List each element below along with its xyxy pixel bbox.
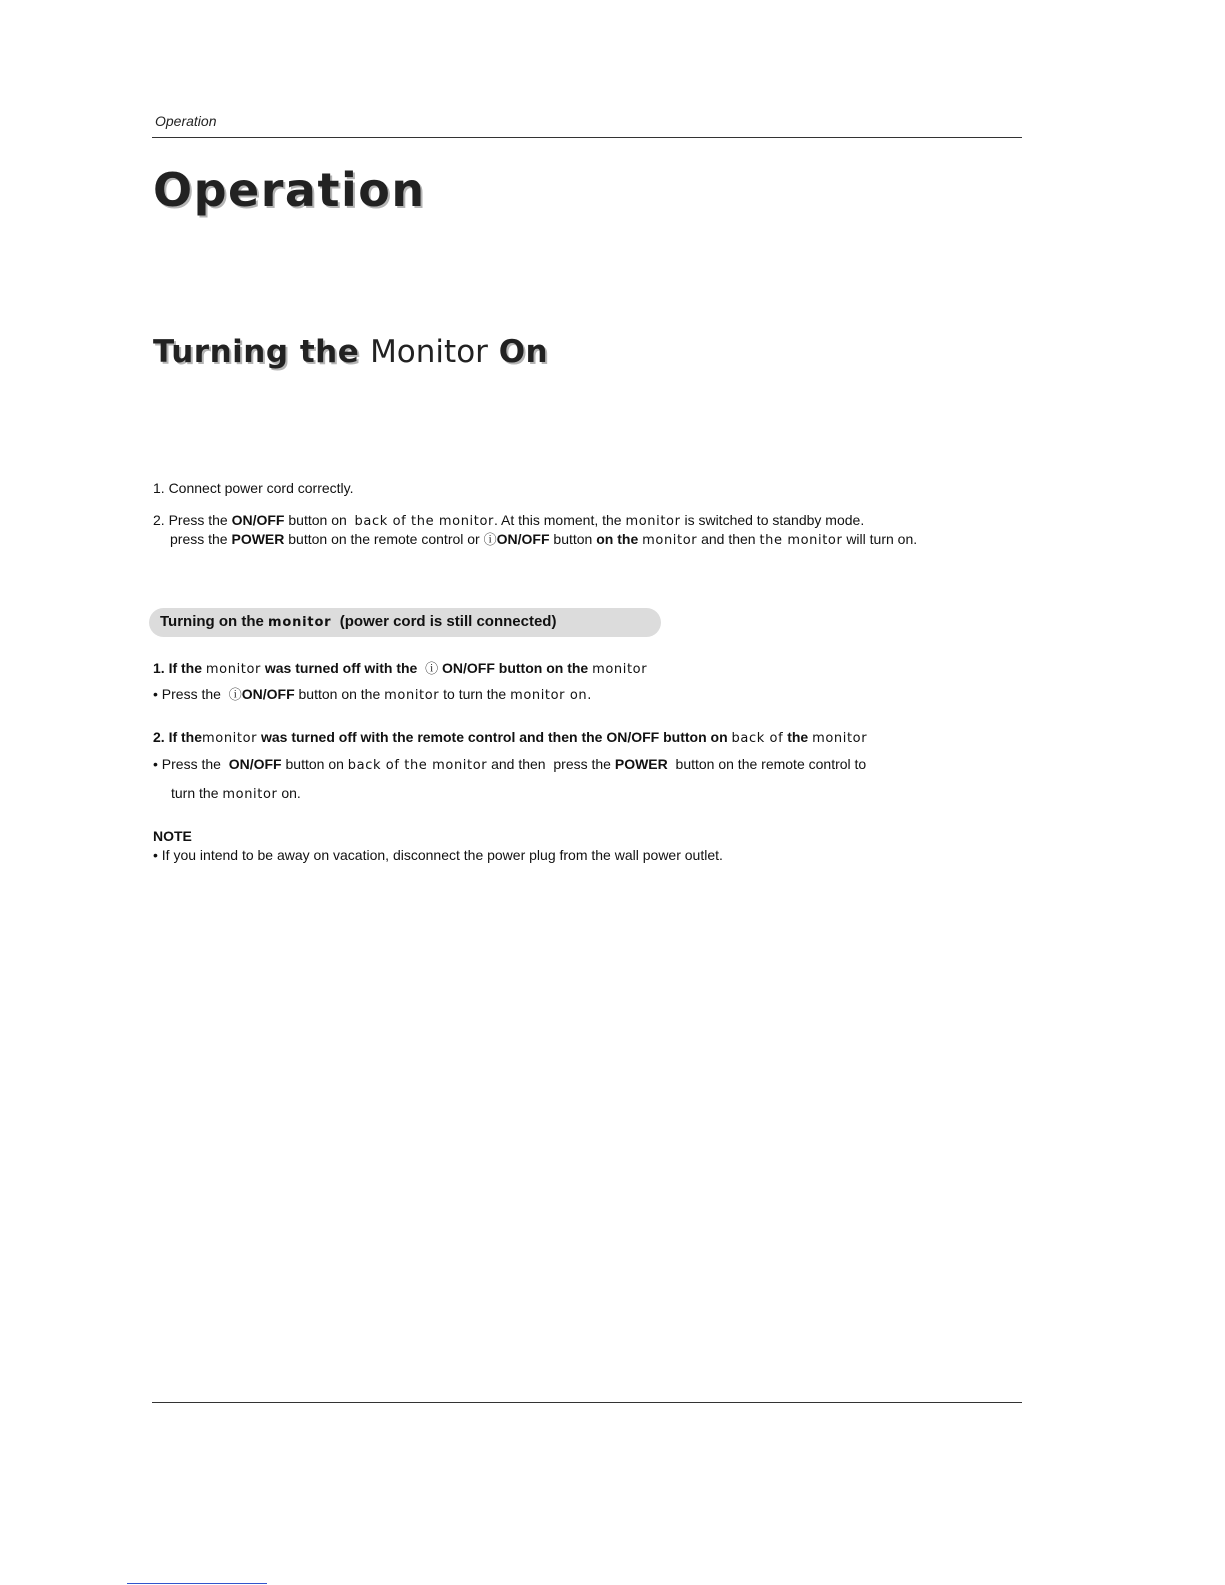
case-2-text: and then bbox=[491, 756, 546, 772]
banner-text: monitor bbox=[268, 615, 332, 630]
case-2-text: button on bbox=[285, 756, 344, 772]
on-off-label: ON/OFF bbox=[231, 512, 285, 528]
case-1-text: to turn the bbox=[443, 686, 507, 702]
step-2-text: button bbox=[553, 531, 593, 547]
case-2-text: back of bbox=[731, 731, 784, 746]
step-2-text: button on the remote control or bbox=[288, 531, 480, 547]
section-title bbox=[153, 334, 548, 370]
step-2-text: on the bbox=[596, 531, 639, 547]
section-title-bold-2: On bbox=[498, 334, 549, 370]
step-2-text: . At this moment, the bbox=[493, 512, 622, 528]
step-2-text: back of the monitor bbox=[354, 514, 494, 529]
power-label: POWER bbox=[614, 756, 668, 772]
step-2-text: button on bbox=[288, 512, 347, 528]
case-2-text: the bbox=[787, 729, 809, 745]
case-1-text: 1. If the bbox=[153, 660, 203, 676]
case-1-text: • Press the bbox=[153, 686, 221, 702]
footer-rule bbox=[152, 1402, 1022, 1403]
step-2-line-2 bbox=[170, 530, 917, 550]
case-1-text: was turned off with the bbox=[264, 660, 418, 676]
case-2-bullet-line-2 bbox=[171, 784, 301, 804]
step-2-text: monitor bbox=[642, 533, 698, 548]
case-2-text: on. bbox=[281, 785, 301, 801]
power-symbol-icon: ⓘ bbox=[425, 662, 439, 677]
page-title: Operation bbox=[153, 163, 426, 217]
case-2-text: button on the remote control to bbox=[675, 756, 867, 772]
case-1-text: button on the bbox=[298, 686, 381, 702]
note-label bbox=[153, 827, 192, 845]
case-2-text: back of the monitor bbox=[347, 758, 488, 773]
case-1-text: ON/OFF button on the bbox=[442, 660, 589, 676]
case-2-text: monitor bbox=[222, 787, 278, 802]
step-2-text: is switched to standby mode. bbox=[684, 512, 865, 528]
case-1-text: monitor on. bbox=[510, 688, 592, 703]
note-text: • If you intend to be away on vacation, disconnect the power plug from the wall power outlet. bbox=[153, 847, 723, 863]
case-2-text: press the bbox=[553, 756, 611, 772]
on-off-label: ON/OFF bbox=[228, 756, 282, 772]
header-rule bbox=[152, 137, 1022, 138]
step-2-text: the monitor bbox=[759, 533, 843, 548]
case-2-text: • Press the bbox=[153, 756, 221, 772]
case-1-text: monitor bbox=[592, 662, 648, 677]
case-1-text: monitor bbox=[384, 688, 440, 703]
case-2-text: 2. If the bbox=[153, 729, 203, 745]
subsection-banner-text bbox=[160, 613, 556, 630]
case-2-text: monitor bbox=[812, 731, 868, 746]
step-2-text: and then bbox=[701, 531, 756, 547]
step-2-text: 2. Press the bbox=[153, 512, 228, 528]
case-1-heading bbox=[153, 659, 647, 679]
banner-text: Turning on the bbox=[160, 613, 264, 630]
case-1-bullet bbox=[153, 685, 592, 705]
on-off-label: ON/OFF bbox=[241, 686, 295, 702]
note-label-text: NOTE bbox=[153, 828, 192, 844]
case-2-text: was turned off with the remote control and then the ON/OFF button on bbox=[260, 729, 728, 745]
footer-link-underline bbox=[127, 1583, 267, 1584]
step-2-text: will turn on. bbox=[846, 531, 918, 547]
case-2-heading bbox=[153, 728, 867, 748]
running-header: Operation bbox=[155, 113, 217, 129]
banner-text: (power cord is still connected) bbox=[339, 613, 557, 630]
step-1: 1. Connect power cord correctly. bbox=[153, 480, 354, 496]
section-title-bold-1: Turning the bbox=[153, 334, 360, 370]
case-2-bullet-line-1 bbox=[153, 755, 866, 775]
step-2-text: press the bbox=[170, 531, 228, 547]
power-label: POWER bbox=[231, 531, 285, 547]
case-1-text: monitor bbox=[205, 662, 261, 677]
on-off-label: ON/OFF bbox=[496, 531, 550, 547]
step-2-line-1 bbox=[153, 511, 864, 531]
case-2-text: monitor bbox=[202, 731, 258, 746]
section-title-normal: Monitor bbox=[370, 334, 488, 370]
power-symbol-icon: ⓘ bbox=[228, 688, 242, 703]
step-2-text: monitor bbox=[625, 514, 681, 529]
case-2-text: turn the bbox=[171, 785, 219, 801]
power-symbol-icon: ⓘ bbox=[483, 533, 497, 548]
